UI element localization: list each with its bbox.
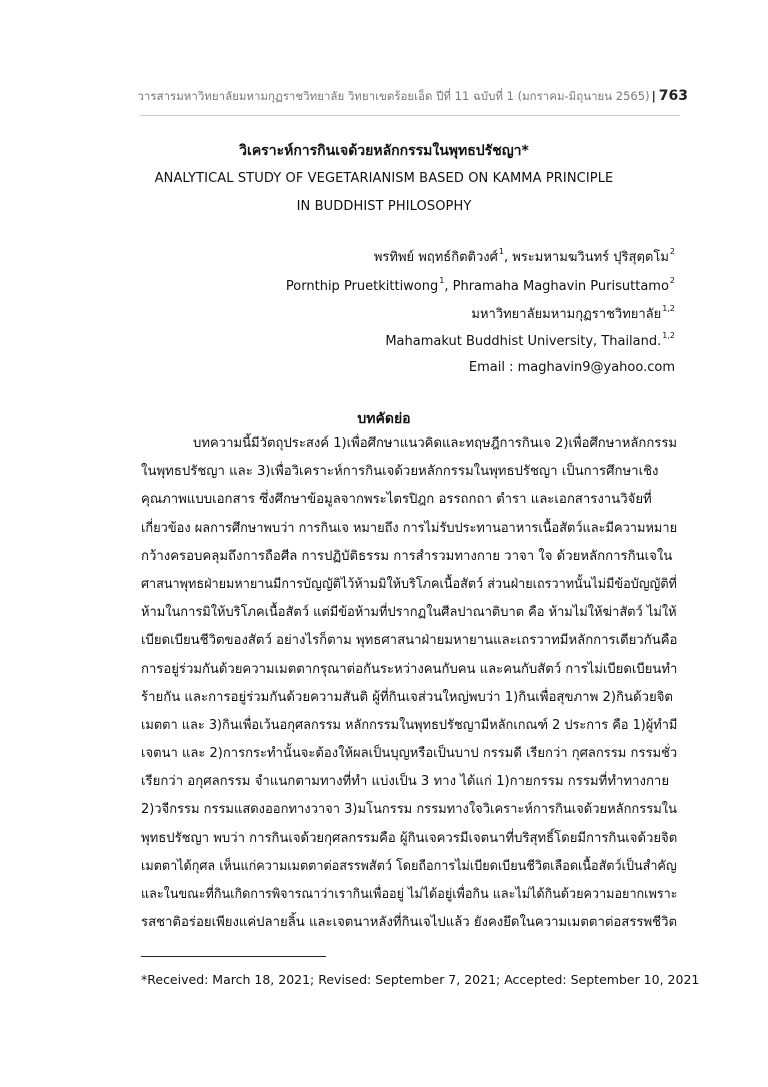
author-en-1-sup: 1 [439,276,445,285]
authors-thai [374,246,675,267]
abstract-heading: บทคัดย่อ [357,411,411,427]
abstract-line: และในขณะที่กินเกิดการพิจารณาว่าเรากินเพื่ออยู่ ไม่ได้อยู่เพื่อกิน และไม่ได้กินด้วยความอยากเพราะ [141,887,677,902]
affiliation-en-text: Mahamakut Buddhist University, Thailand. [385,334,662,349]
abstract-line: ในพุทธปรัชญา และ 3)เพื่อวิเคราะห์การกินเจด้วยหลักกรรมในพุทธปรัชญา เป็นการศึกษาเชิง [141,464,659,480]
title-thai: วิเคราะห์การกินเจด้วยหลักกรรมในพุทธปรัชญา* [239,143,529,159]
author-thai-1: พรทิพย์ พฤทธ์กิตติวงศ์ [373,250,498,265]
footnote-dates: *Received: March 18, 2021; Revised: September 7, 2021; Accepted: September 10, 2021 [141,972,700,987]
abstract-body [141,430,677,937]
title-english-line1: ANALYTICAL STUDY OF VEGETARIANISM BASED ON KAMMA PRINCIPLE [154,171,614,186]
author-thai-1-sup: 1 [498,247,504,256]
abstract-line: เรียกว่า อกุศลกรรม จำแนกตามทางที่ทำ แบ่งเป็น 3 ทาง ได้แก่ 1)กายกรรม กรรมที่ทำทางกาย [141,774,670,790]
author-en-2: Phramaha Maghavin Purisuttamo [452,279,669,294]
footnote-rule [141,956,326,957]
title-english-line2: IN BUDDHIST PHILOSOPHY [296,199,472,214]
abstract-line: รสชาติอร่อยเพียงแค่ปลายลิ้น และเจตนาหลังที่กินเจไปแล้ว ยังคงยึดในความเมตตาต่อสรรพชีวิต [141,915,677,931]
header-rule [140,115,680,116]
authors-english [286,276,675,294]
abstract-line: เกี่ยวข้อง ผลการศึกษาพบว่า การกินเจ หมายถึง การไม่รับประทานอาหารเนื้อสัตว์และมีความหมาย [141,520,677,536]
abstract-line: เจตนา และ 2)การกระทำนั้นจะต้องให้ผลเป็นบุญหรือเป็นบาป กรรมดี เรียกว่า กุศลกรรม กรรมชั่ว [141,746,677,762]
author-en-2-sup: 2 [669,276,675,285]
abstract-line: ศาสนาพุทธฝ่ายมหายานมีการบัญญัติไว้ห้ามมิให้บริโภคเนื้อสัตว์ ส่วนฝ่ายเถรวาทนั้นไม่มีข้อบัญญัติที่ [141,576,677,592]
author-email: Email : maghavin9@yahoo.com [468,360,675,375]
author-thai-2: พระมหามฆวินทร์ ปุริสุตฺตโม [512,250,669,265]
abstract-line: ร้ายกัน และการอยู่ร่วมกันด้วยความสันติ ผู้ที่กินเจส่วนใหญ่พบว่า 1)กินเพื่อสุขภาพ 2)กินด้วยจิต [141,689,673,705]
abstract-line: 2)วจีกรรม กรรมแสดงออกทางวาจา 3)มโนกรรม กรรมทางใจวิเคราะห์การกินเจด้วยหลักกรรมใน [141,802,677,818]
abstract-line: การอยู่ร่วมกันด้วยความเมตตากรุณาต่อกันระหว่างคนกับคน และคนกับสัตว์ การไม่เบียดเบียนทำ [141,661,677,677]
author-en-1: Pornthip Pruetkittiwong [285,279,439,294]
author-thai-separator: , [503,250,513,265]
author-en-separator: , [444,279,453,294]
affiliation-thai [471,303,675,324]
page-number: 763 [658,88,688,104]
running-header [137,88,688,106]
affiliation-en-sup: 1,2 [662,331,675,340]
journal-name: วารสารมหาวิทยาลัยมหามกุฏราชวิทยาลัย วิทยาเขตร้อยเอ็ด ปีที่ 11 ฉบับที่ 1 (มกราคม-มิถุนายน 2565) [137,89,650,103]
abstract-line: ห้ามในการมิให้บริโภคเนื้อสัตว์ แต่มีข้อห้ามที่ปรากฏในศีลปาณาติบาต คือ ห้ามไม่ให้ฆ่าสัตว์ ไม่ให้ [141,605,677,621]
abstract-line: พุทธปรัชญา พบว่า การกินเจด้วยกุศลกรรมคือ ผู้กินเจควรมีเจตนาที่บริสุทธิ์โดยมีการกินเจด้วยจิต [141,830,677,846]
author-thai-2-sup: 2 [669,247,675,256]
affiliation-thai-text: มหาวิทยาลัยมหามกุฏราชวิทยาลัย [471,307,662,322]
abstract-line: กว้างครอบคลุมถึงการถือศีล การปฏิบัติธรรม การสำรวมทางกาย วาจา ใจ ด้วยหลักการกินเจใน [141,548,673,564]
affiliation-english [385,331,675,349]
abstract-line: เมตตา และ 3)กินเพื่อเว้นอกุศลกรรม หลักกรรมในพุทธปรัชญามีหลักเกณฑ์ 2 ประการ คือ 1)ผู้ทำมี [141,717,677,733]
abstract-line: คุณภาพแบบเอกสาร ซึ่งศึกษาข้อมูลจากพระไตรปิฎก อรรถกถา ตำรา และเอกสารงานวิจัยที่ [141,492,652,508]
abstract-line: เมตตาได้กุศล เห็นแก่ความเมตตาต่อสรรพสัตว์ โดยถือการไม่เบียดเบียนชีวิตเลือดเนื้อสัตว์เป็นสำคัญ [141,858,677,874]
header-separator: | [651,89,656,103]
affiliation-thai-sup: 1,2 [662,304,675,313]
abstract-line: บทความนี้มีวัตถุประสงค์ 1)เพื่อศึกษาแนวคิดและทฤษฎีการกินเจ 2)เพื่อศึกษาหลักกรรม [193,436,677,451]
abstract-line: เบียดเบียนชีวิตของสัตว์ อย่างไรก็ตาม พุทธศาสนาฝ่ายมหายานและเถรวาทมีหลักการเดียวกันคือ [141,633,677,649]
